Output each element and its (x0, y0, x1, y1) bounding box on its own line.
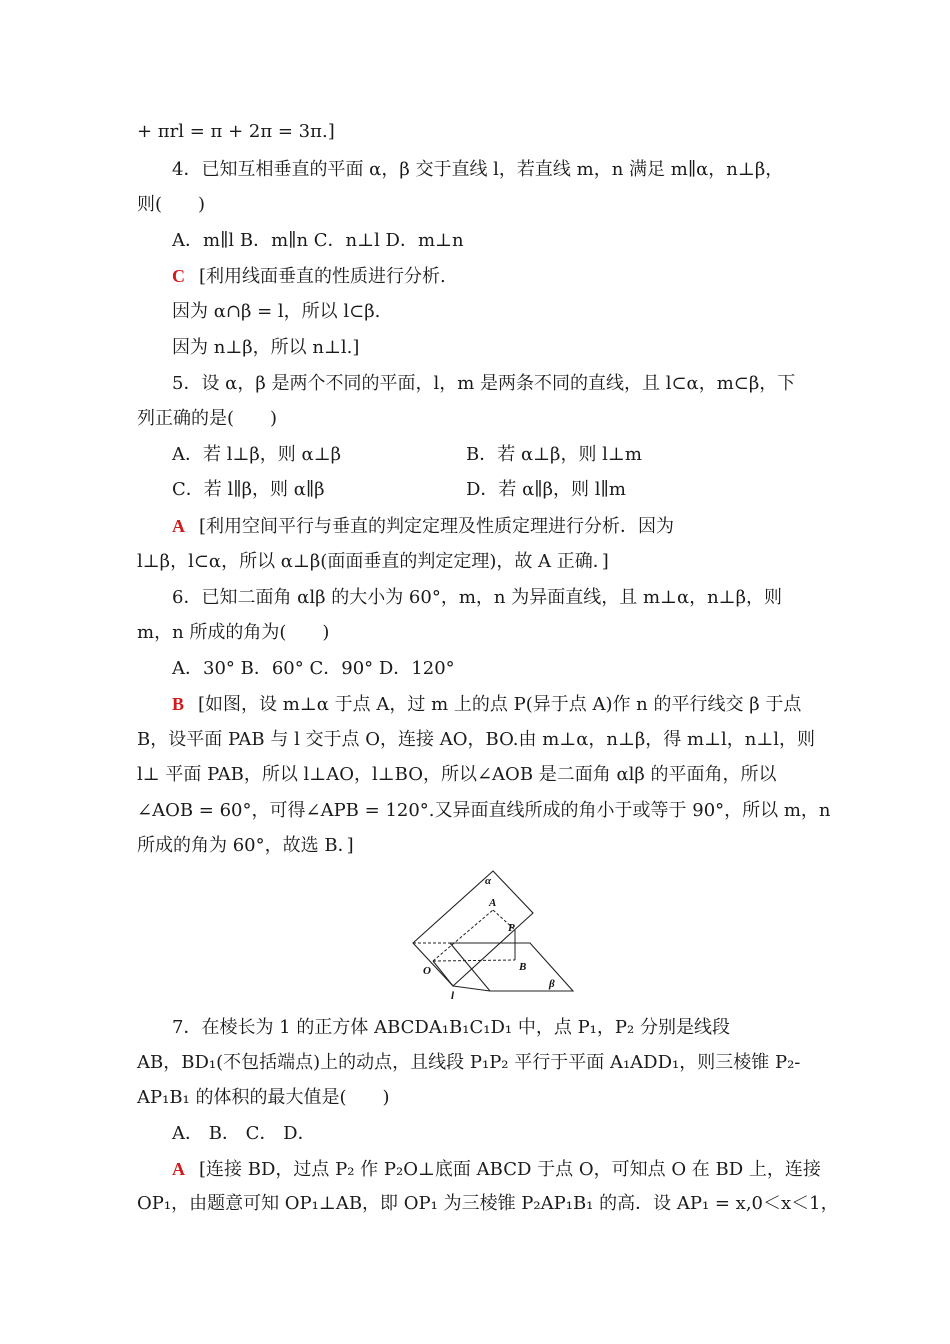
edge (453, 986, 490, 991)
plane-alpha (413, 871, 533, 986)
line-l (433, 961, 453, 986)
label-l: l (451, 990, 455, 1002)
question-6-answer (172, 692, 801, 717)
segment-ob (433, 960, 515, 961)
question-6-stem-cont: m，n 所成的角为( ) (137, 622, 330, 643)
question-4-solution-line: 因为 α∩β = l，所以 l⊂β. (172, 301, 381, 322)
label-o: O (423, 965, 431, 977)
question-6-solution-line: B，设平面 PAB 与 l 交于点 O，连接 AO，BO.由 m⊥α，n⊥β，得 m⊥l，n⊥l，则 (137, 729, 816, 750)
question-6-solution-line: ∠AOB = 60°，可得∠APB = 120°.又异面直线所成的角小于或等于 90°，所以 m，n (137, 800, 831, 821)
answer-letter: A (172, 1159, 185, 1179)
question-6-solution-line: l⊥ 平面 PAB，所以 l⊥AO，l⊥BO，所以∠AOB 是二面角 αlβ 的平面角，所以 (137, 764, 777, 785)
question-4-options: A．m∥l B．m∥n C．n⊥l D．m⊥n (172, 230, 464, 251)
question-5-option-a: A．若 l⊥β，则 α⊥β (172, 444, 342, 465)
question-5-option-d: D．若 α∥β，则 l∥m (466, 479, 626, 500)
answer-letter: B (172, 694, 185, 714)
question-6-stem: 6．已知二面角 αlβ 的大小为 60°，m，n 为异面直线，且 m⊥α，n⊥β，则 (172, 587, 783, 608)
answer-text: [如图，设 m⊥α 于点 A，过 m 上的点 P(异于点 A)作 n 的平行线交 β 于点 (198, 694, 802, 715)
question-4-solution-line: 因为 n⊥β，所以 n⊥l.] (172, 337, 360, 358)
question-6-options: A．30° B．60° C．90° D．120° (172, 658, 455, 679)
question-7-stem-cont: AB，BD₁(不包括端点)上的动点，且线段 P₁P₂ 平行于平面 A₁ADD₁，则三棱锥 P₂- (137, 1052, 801, 1073)
question-5-option-b: B．若 α⊥β，则 l⊥m (466, 444, 642, 465)
answer-text: [利用线面垂直的性质进行分析. (199, 266, 446, 287)
question-5-solution-line: l⊥β，l⊂α，所以 α⊥β(面面垂直的判定定理)，故 A 正确．] (137, 551, 609, 572)
text-line: + πrl = π + 2π = 3π.] (137, 121, 335, 142)
answer-text: [利用空间平行与垂直的判定定理及性质定理进行分析．因为 (199, 516, 675, 537)
question-7-solution-line: OP₁，由题意可知 OP₁⊥AB，即 OP₁ 为三棱锥 P₂AP₁B₁ 的高．设 AP₁ = x,0＜x＜1， (137, 1193, 839, 1214)
label-beta: β (549, 978, 555, 990)
answer-letter: A (172, 516, 185, 536)
label-b: B (519, 961, 527, 973)
question-5-answer (172, 514, 674, 539)
label-p: P (508, 922, 515, 934)
label-alpha: α (485, 875, 492, 887)
question-7-stem: 7．在棱长为 1 的正方体 ABCDA₁B₁C₁D₁ 中，点 P₁，P₂ 分别是线段 (172, 1017, 730, 1038)
question-7-options: A． B． C． D． (172, 1123, 316, 1144)
question-4-answer (172, 264, 446, 289)
question-7-answer (172, 1157, 821, 1182)
question-5-option-c: C．若 l∥β，则 α∥β (172, 479, 325, 500)
answer-text: [连接 BD，过点 P₂ 作 P₂O⊥底面 ABCD 于点 O，可知点 O 在 BD 上，连接 (199, 1159, 821, 1180)
question-5-stem: 5．设 α，β 是两个不同的平面，l，m 是两条不同的直线，且 l⊂α，m⊂β，下 (172, 373, 796, 394)
question-6-solution-line: 所成的角为 60°，故选 B．] (137, 835, 354, 856)
segment-oa (433, 910, 493, 961)
label-a: A (489, 897, 497, 909)
question-7-stem-cont: AP₁B₁ 的体积的最大值是( ) (137, 1087, 390, 1108)
dihedral-angle-figure (405, 868, 585, 1004)
question-5-stem-cont: 列正确的是( ) (137, 408, 278, 429)
answer-letter: C (172, 266, 185, 286)
question-4-stem: 4．已知互相垂直的平面 α，β 交于直线 l，若直线 m，n 满足 m∥α，n⊥β， (172, 159, 784, 180)
question-4-stem-cont: 则( ) (137, 194, 206, 215)
